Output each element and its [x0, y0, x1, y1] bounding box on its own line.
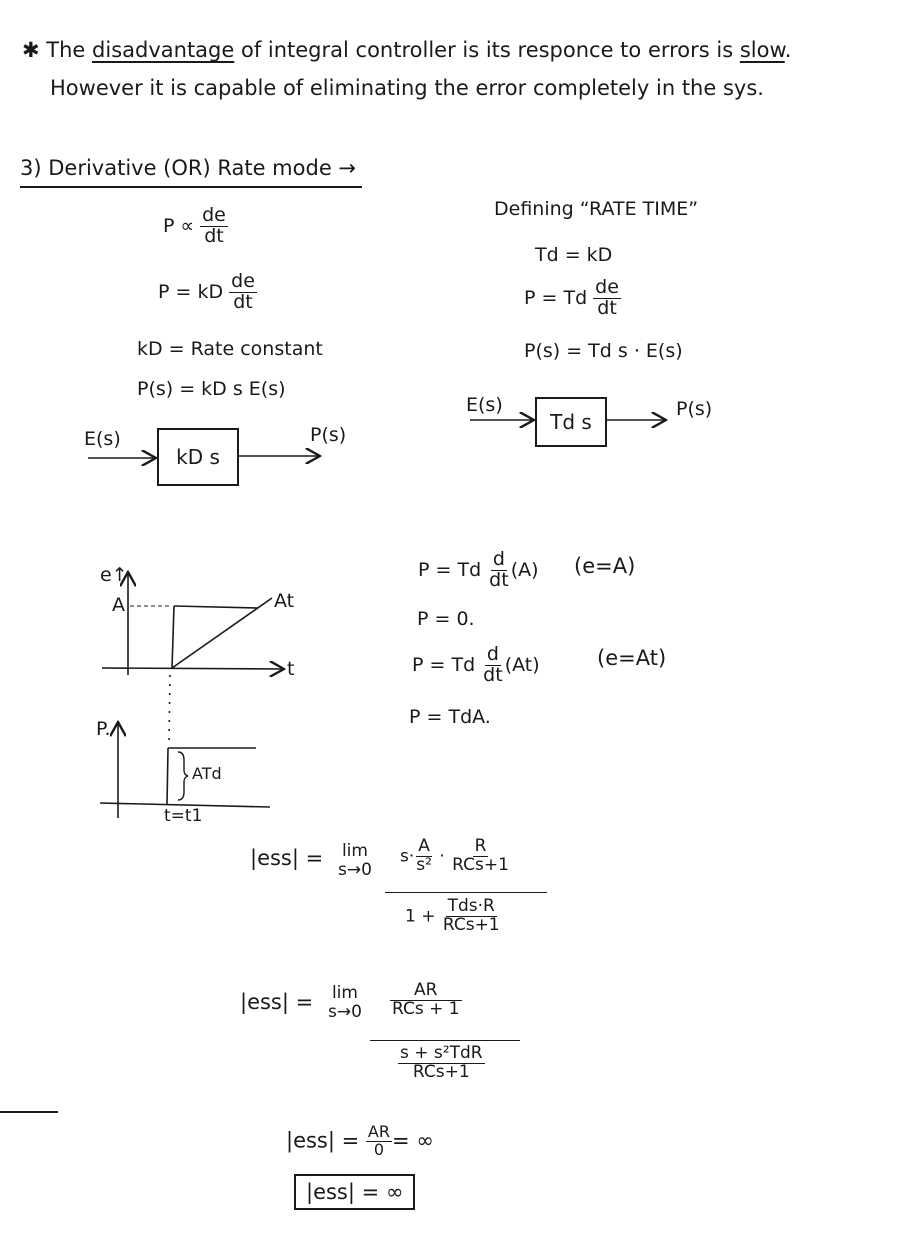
laplace-eq: P(s) = kD s E(s) [137, 378, 286, 400]
intro-line-2: However it is capable of eliminating the error completely in the sys. [50, 76, 764, 100]
denominator: RCs+1 [442, 914, 500, 935]
graph1-x-label: t [287, 658, 295, 680]
eq-lhs: P = Td [412, 653, 476, 676]
underlined-word: disadvantage [92, 38, 235, 62]
ess-lhs: |ess| = [250, 846, 324, 870]
td-def: Td = kD [535, 244, 613, 266]
graph2-x-label: t=t1 [164, 806, 203, 826]
block-label: kD s [176, 445, 220, 469]
block-input-label: E(s) [466, 394, 503, 416]
numerator: Tds·R [447, 896, 495, 916]
section-heading: 3) Derivative (OR) Rate mode → [20, 156, 362, 188]
denominator: dt [489, 568, 509, 591]
td-derivative-eq [524, 278, 621, 319]
numerator: d [492, 548, 505, 570]
numerator: de [231, 270, 255, 292]
denominator: dt [597, 296, 617, 319]
ramp-line [172, 598, 272, 668]
graph1-ramp-label: At [274, 590, 295, 612]
denominator: RCs + 1 [392, 998, 460, 1019]
eq-lhs: |ess| = [286, 1128, 360, 1153]
numerator: A [418, 836, 430, 856]
graph1-y-label: e↑ [100, 564, 128, 586]
text: · [439, 846, 445, 867]
bullet-icon: ✱ [22, 38, 40, 62]
denominator: s² [416, 854, 432, 875]
ess1-denominator [405, 898, 502, 935]
step-response-eq [418, 550, 539, 591]
pulse-rise [167, 748, 168, 805]
graph2-y-label: P. [96, 718, 111, 740]
text: . [784, 38, 792, 62]
ess-result-eq [286, 1124, 434, 1159]
numerator: s + s²TdR [400, 1043, 483, 1063]
eq-lhs: P = Td [418, 558, 482, 581]
denominator: dt [233, 290, 253, 313]
step-note: (e=A) [574, 554, 636, 578]
block-output-label: P(s) [310, 424, 347, 446]
block-kds [157, 428, 239, 486]
eq-lhs: P = Td [524, 286, 588, 309]
denominator: RCs+1 [452, 854, 509, 875]
text: The [46, 38, 93, 62]
numerator: d [486, 643, 499, 665]
limit [328, 984, 362, 1021]
numerator: de [595, 276, 619, 298]
eq-rhs: (A) [510, 558, 539, 581]
numerator: de [202, 204, 226, 226]
x-axis [102, 668, 284, 669]
lim: lim [331, 983, 358, 1003]
lim-sub: s→0 [328, 1001, 362, 1022]
block-input-label: E(s) [84, 428, 121, 450]
fraction-bar [385, 892, 547, 893]
text: 1 + [405, 906, 441, 927]
lim-sub: s→0 [338, 859, 372, 880]
ess2-denominator [398, 1045, 485, 1082]
ramp-response-eq [412, 645, 540, 686]
time-guide [169, 675, 170, 742]
denominator: 0 [373, 1139, 385, 1159]
eq-rhs: (At) [504, 653, 540, 676]
fraction-bar [370, 1040, 520, 1041]
ess1-numerator [400, 838, 511, 875]
eq-rhs: = ∞ [391, 1128, 434, 1153]
eq-lhs: P ∝ [163, 214, 195, 237]
ess2-numerator [390, 982, 462, 1019]
underlined-word: slow [739, 38, 785, 62]
graph1-a-label: A [112, 594, 125, 616]
step-top [174, 606, 258, 608]
lim: lim [341, 841, 368, 861]
rate-constant-def: kD = Rate constant [137, 338, 323, 360]
ramp-note: (e=At) [597, 646, 667, 670]
graph2-brace-label: ATd [192, 764, 222, 783]
text: s· [400, 846, 415, 867]
eq-lhs: P = kD [158, 280, 224, 303]
final-result-box: |ess| = ∞ [294, 1174, 415, 1210]
brace [178, 752, 188, 800]
block-output-label: P(s) [676, 398, 713, 420]
ess-lhs: |ess| = [240, 990, 314, 1014]
numerator: AR [367, 1122, 390, 1141]
td-laplace-eq: P(s) = Td s · E(s) [524, 340, 683, 362]
rate-time-title: Defining “RATE TIME” [494, 198, 699, 220]
step-rise [172, 606, 174, 668]
limit [338, 842, 372, 879]
step-result: P = 0. [417, 608, 475, 630]
denominator: dt [204, 224, 224, 247]
ramp-result: P = TdA. [409, 706, 491, 728]
denominator: RCs+1 [412, 1061, 470, 1082]
text: of integral controller is its responce to errors is [234, 38, 740, 62]
block-tds [535, 397, 607, 447]
numerator: R [474, 836, 487, 856]
numerator: AR [390, 982, 461, 1001]
denominator: dt [483, 663, 503, 686]
block-label: Td s [550, 410, 592, 434]
